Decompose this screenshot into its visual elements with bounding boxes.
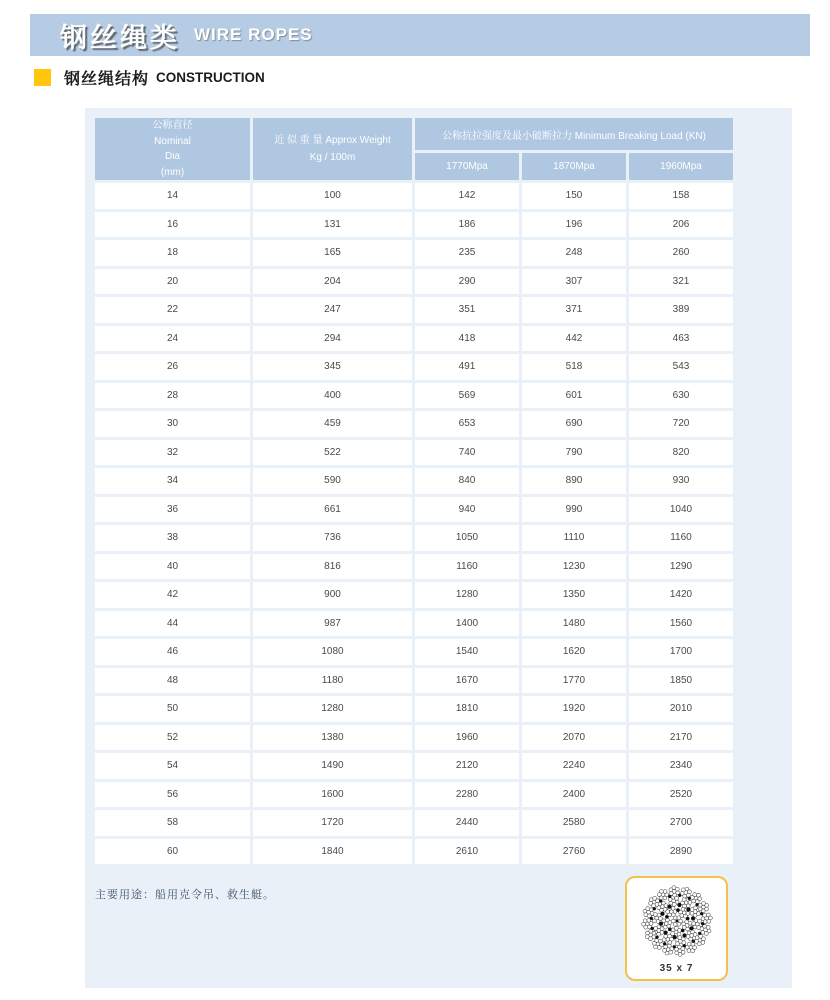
value-cell: 158 <box>629 183 733 209</box>
header-nominal-dia-line2: Nominal <box>154 135 191 147</box>
value-cell: 351 <box>415 297 519 323</box>
yellow-bullet-icon <box>34 69 51 86</box>
value-cell: 690 <box>522 411 626 437</box>
value-cell: 590 <box>253 468 412 494</box>
value-cell: 1670 <box>415 668 519 694</box>
value-cell: 2520 <box>629 782 733 808</box>
header-nominal-dia <box>95 118 250 180</box>
value-cell: 2240 <box>522 753 626 779</box>
value-cell: 150 <box>522 183 626 209</box>
section-title <box>34 66 265 89</box>
banner-title-en: WIRE ROPES <box>194 25 313 44</box>
diameter-cell: 30 <box>95 411 250 437</box>
value-cell: 247 <box>253 297 412 323</box>
value-cell: 1350 <box>522 582 626 608</box>
construction-label: 35 x 7 <box>659 963 694 974</box>
value-cell: 987 <box>253 611 412 637</box>
diameter-cell: 20 <box>95 269 250 295</box>
value-cell: 569 <box>415 383 519 409</box>
value-cell: 1280 <box>253 696 412 722</box>
construction-box <box>625 876 728 981</box>
value-cell: 1280 <box>415 582 519 608</box>
value-cell: 661 <box>253 497 412 523</box>
value-cell: 630 <box>629 383 733 409</box>
header-grade-1: 1870Mpa <box>522 153 626 180</box>
value-cell: 2070 <box>522 725 626 751</box>
section-title-en: CONSTRUCTION <box>156 70 265 85</box>
value-cell: 820 <box>629 440 733 466</box>
header-grade-2: 1960Mpa <box>629 153 733 180</box>
value-cell: 840 <box>415 468 519 494</box>
value-cell: 294 <box>253 326 412 352</box>
diameter-cell: 52 <box>95 725 250 751</box>
value-cell: 442 <box>522 326 626 352</box>
value-cell: 1160 <box>415 554 519 580</box>
value-cell: 522 <box>253 440 412 466</box>
table-panel <box>85 108 792 988</box>
value-cell: 1040 <box>629 497 733 523</box>
value-cell: 890 <box>522 468 626 494</box>
diameter-cell: 34 <box>95 468 250 494</box>
diameter-cell: 28 <box>95 383 250 409</box>
diameter-cell: 38 <box>95 525 250 551</box>
diameter-cell: 60 <box>95 839 250 865</box>
value-cell: 1920 <box>522 696 626 722</box>
diameter-cell: 46 <box>95 639 250 665</box>
value-cell: 345 <box>253 354 412 380</box>
value-cell: 491 <box>415 354 519 380</box>
value-cell: 235 <box>415 240 519 266</box>
value-cell: 2120 <box>415 753 519 779</box>
diameter-cell: 22 <box>95 297 250 323</box>
value-cell: 2400 <box>522 782 626 808</box>
banner-title-zh: 钢丝绳类 <box>60 22 180 53</box>
value-cell: 2280 <box>415 782 519 808</box>
diameter-cell: 18 <box>95 240 250 266</box>
value-cell: 1600 <box>253 782 412 808</box>
value-cell: 290 <box>415 269 519 295</box>
value-cell: 1720 <box>253 810 412 836</box>
header-nominal-dia-line1: 公称直径 <box>152 120 193 131</box>
value-cell: 1050 <box>415 525 519 551</box>
diameter-cell: 54 <box>95 753 250 779</box>
value-cell: 459 <box>253 411 412 437</box>
value-cell: 418 <box>415 326 519 352</box>
value-cell: 900 <box>253 582 412 608</box>
value-cell: 204 <box>253 269 412 295</box>
value-cell: 1620 <box>522 639 626 665</box>
header-approx-weight-line1: 近 似 重 量 Approx Weight <box>274 135 391 146</box>
diameter-cell: 26 <box>95 354 250 380</box>
value-cell: 1080 <box>253 639 412 665</box>
value-cell: 307 <box>522 269 626 295</box>
value-cell: 1770 <box>522 668 626 694</box>
usage-note: 主要用途：船用克令吊、救生艇。 <box>95 889 275 901</box>
value-cell: 2440 <box>415 810 519 836</box>
value-cell: 1840 <box>253 839 412 865</box>
header-breaking-load-group: 公称抗拉强度及最小破断拉力 Minimum Breaking Load (KN) <box>415 118 733 150</box>
diameter-cell: 40 <box>95 554 250 580</box>
value-cell: 2760 <box>522 839 626 865</box>
value-cell: 1700 <box>629 639 733 665</box>
value-cell: 165 <box>253 240 412 266</box>
value-cell: 930 <box>629 468 733 494</box>
header-nominal-dia-line4: (mm) <box>160 166 185 178</box>
value-cell: 321 <box>629 269 733 295</box>
header-approx-weight-line2: Kg / 100m <box>309 152 356 163</box>
header-approx-weight <box>253 118 412 180</box>
wire-rope-table <box>95 118 733 864</box>
value-cell: 1180 <box>253 668 412 694</box>
value-cell: 400 <box>253 383 412 409</box>
value-cell: 740 <box>415 440 519 466</box>
header-grade-0: 1770Mpa <box>415 153 519 180</box>
value-cell: 1290 <box>629 554 733 580</box>
value-cell: 2610 <box>415 839 519 865</box>
value-cell: 2340 <box>629 753 733 779</box>
value-cell: 816 <box>253 554 412 580</box>
value-cell: 543 <box>629 354 733 380</box>
value-cell: 1960 <box>415 725 519 751</box>
value-cell: 186 <box>415 212 519 238</box>
value-cell: 1160 <box>629 525 733 551</box>
value-cell: 260 <box>629 240 733 266</box>
diameter-cell: 36 <box>95 497 250 523</box>
value-cell: 653 <box>415 411 519 437</box>
value-cell: 2890 <box>629 839 733 865</box>
value-cell: 990 <box>522 497 626 523</box>
value-cell: 1560 <box>629 611 733 637</box>
page-banner <box>30 14 810 56</box>
value-cell: 790 <box>522 440 626 466</box>
section-title-zh: 钢丝绳结构 <box>64 71 150 88</box>
diameter-cell: 32 <box>95 440 250 466</box>
value-cell: 940 <box>415 497 519 523</box>
value-cell: 720 <box>629 411 733 437</box>
diameter-cell: 50 <box>95 696 250 722</box>
value-cell: 1540 <box>415 639 519 665</box>
diameter-cell: 42 <box>95 582 250 608</box>
value-cell: 518 <box>522 354 626 380</box>
diameter-cell: 16 <box>95 212 250 238</box>
diameter-cell: 58 <box>95 810 250 836</box>
diameter-cell: 48 <box>95 668 250 694</box>
diameter-cell: 14 <box>95 183 250 209</box>
value-cell: 248 <box>522 240 626 266</box>
value-cell: 100 <box>253 183 412 209</box>
value-cell: 1230 <box>522 554 626 580</box>
value-cell: 206 <box>629 212 733 238</box>
value-cell: 389 <box>629 297 733 323</box>
value-cell: 1810 <box>415 696 519 722</box>
value-cell: 2010 <box>629 696 733 722</box>
wire-rope-cross-section-icon <box>634 882 720 962</box>
value-cell: 463 <box>629 326 733 352</box>
value-cell: 2700 <box>629 810 733 836</box>
diameter-cell: 24 <box>95 326 250 352</box>
value-cell: 1400 <box>415 611 519 637</box>
value-cell: 142 <box>415 183 519 209</box>
value-cell: 1380 <box>253 725 412 751</box>
value-cell: 601 <box>522 383 626 409</box>
value-cell: 1420 <box>629 582 733 608</box>
value-cell: 196 <box>522 212 626 238</box>
value-cell: 131 <box>253 212 412 238</box>
value-cell: 1480 <box>522 611 626 637</box>
diameter-cell: 56 <box>95 782 250 808</box>
value-cell: 1110 <box>522 525 626 551</box>
value-cell: 1490 <box>253 753 412 779</box>
header-nominal-dia-line3: Dia <box>164 151 180 162</box>
value-cell: 371 <box>522 297 626 323</box>
value-cell: 736 <box>253 525 412 551</box>
value-cell: 2170 <box>629 725 733 751</box>
value-cell: 2580 <box>522 810 626 836</box>
value-cell: 1850 <box>629 668 733 694</box>
diameter-cell: 44 <box>95 611 250 637</box>
